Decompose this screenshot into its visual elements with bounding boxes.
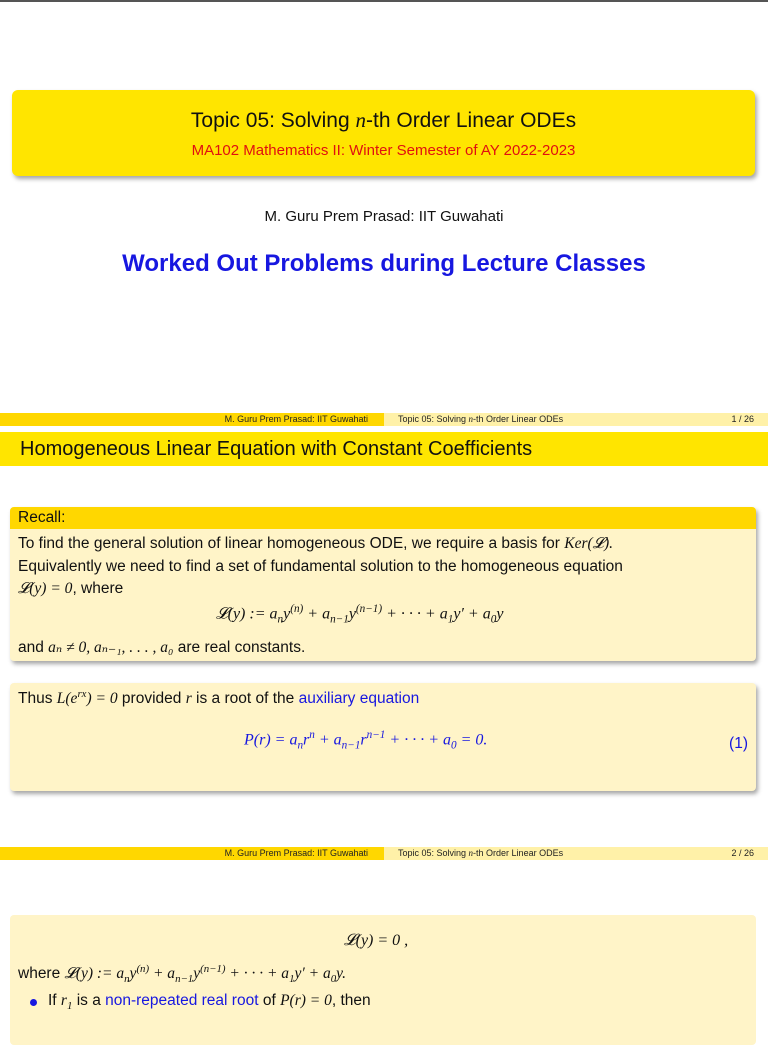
where-definition-line: where 𝓛(y) := $a_ny^{(n)} + a_{n-1}y^{(n-1)}$ + · · · + $a_1y' + a_0y$.: [18, 963, 347, 986]
top-rule: [0, 0, 768, 2]
footer-bar-1: [0, 413, 768, 426]
footer-topic: Topic 05: Solving n-th Order Linear ODEs: [398, 414, 564, 424]
worked-heading: Worked Out Problems during Lecture Classes: [122, 250, 646, 277]
recall-text-line5: and aₙ ≠ 0, aₙ₋₁, . . . , a₀ are real constants.: [18, 639, 306, 656]
footer-page-number: 2 / 26: [731, 848, 754, 858]
recall-block-title: Recall:: [10, 507, 756, 529]
recall-text-line3: 𝓛(y) = 0, where: [18, 580, 124, 597]
footer-author: M. Guru Prem Prasad: IIT Guwahati: [224, 848, 368, 858]
footer-page-number: 1 / 26: [731, 414, 754, 424]
bullet-item-nonrepeated-root: If $r_1$ is a non-repeated real root of P(r) = 0, then: [48, 992, 371, 1013]
frame-title: Homogeneous Linear Equation with Constant Coefficients: [0, 432, 768, 466]
equation-number: (1): [729, 735, 748, 752]
recall-text-line2: Equivalently we need to find a set of fundamental solution to the homogeneous equation: [18, 558, 623, 575]
solution-cases-block: [10, 915, 756, 1045]
auxiliary-block: [10, 683, 756, 791]
slide-title: Topic 05: Solving n-th Order Linear ODEs: [190, 108, 577, 132]
footer-topic: Topic 05: Solving n-th Order Linear ODEs: [398, 848, 564, 858]
title-box: [12, 90, 755, 176]
bullet-icon: [30, 999, 37, 1006]
auxiliary-text: Thus $L(e^{rx}) = 0$ provided r is a root of the auxiliary equation: [18, 688, 420, 708]
author-line: M. Guru Prem Prasad: IIT Guwahati: [264, 208, 504, 225]
recall-text-line1: To find the general solution of linear homogeneous ODE, we require a basis for Ker(𝓛).: [18, 535, 613, 552]
footer-bar-2: [0, 847, 768, 860]
auxiliary-equation: $P(r) = a_nr^n + a_{n-1}r^{n-1}$ + · · · + $a_0 = 0$.: [244, 729, 488, 752]
homogeneous-equation: 𝓛(y) = 0 ,: [344, 932, 409, 949]
recall-block: [10, 507, 756, 661]
footer-author: M. Guru Prem Prasad: IIT Guwahati: [224, 414, 368, 424]
slide-subtitle: MA102 Mathematics II: Winter Semester of AY 2022-2023: [191, 142, 576, 159]
operator-definition-equation: 𝓛(y) := $a_ny^{(n)} + a_{n-1}y^{(n-1)}$ + · · · + $a_1y' + a_0y$: [216, 603, 504, 626]
auxiliary-equation-link: auxiliary equation: [298, 690, 420, 708]
